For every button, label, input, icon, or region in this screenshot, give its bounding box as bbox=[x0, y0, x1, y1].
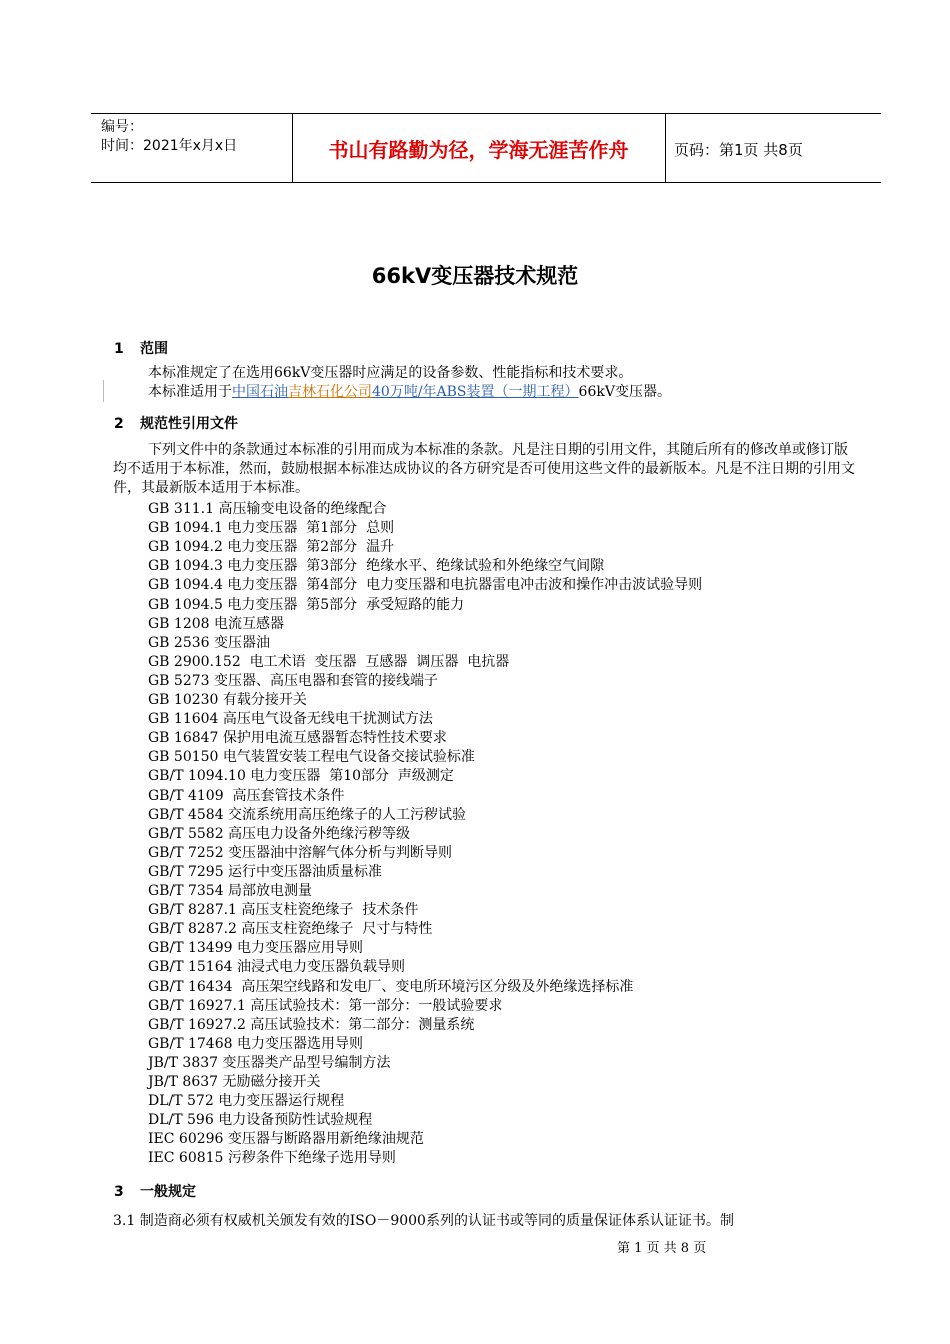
header-meta bbox=[101, 118, 237, 156]
standard-item: GB/T 16927.2 高压试验技术：第二部分：测量系统 bbox=[148, 1016, 475, 1033]
standard-item: GB/T 8287.2 高压支柱瓷绝缘子 尺寸与特性 bbox=[148, 921, 433, 938]
standard-item: GB 1094.5 电力变压器 第5部分 承受短路的能力 bbox=[148, 596, 465, 613]
standard-item: GB 1094.2 电力变压器 第2部分 温升 bbox=[148, 539, 395, 556]
section-title: 一般规定 bbox=[140, 1184, 196, 1200]
standard-item: GB 1094.3 电力变压器 第3部分 绝缘水平、绝缘试验和外绝缘空气间隙 bbox=[148, 558, 605, 575]
section-number: 2 bbox=[114, 416, 124, 432]
standard-item: GB/T 8287.1 高压支柱瓷绝缘子 技术条件 bbox=[148, 902, 419, 919]
section-number: 3 bbox=[114, 1184, 124, 1200]
section-title: 范围 bbox=[140, 341, 168, 357]
standard-item: GB/T 15164 油浸式电力变压器负载导则 bbox=[148, 959, 405, 976]
header-motto: 书山有路勤为径，学海无涯苦作舟 bbox=[328, 137, 629, 162]
standard-item: GB/T 16927.1 高压试验技术：第一部分：一般试验要求 bbox=[148, 997, 503, 1014]
page-footer: 第 1 页 共 8 页 bbox=[617, 1241, 707, 1256]
standard-item: GB/T 4584 交流系统用高压绝缘子的人工污秽试验 bbox=[148, 806, 467, 823]
doc-time-label: 时间：2021年x月x日 bbox=[101, 138, 238, 154]
standard-item: GB 2536 变压器油 bbox=[148, 634, 271, 651]
standard-item: GB/T 5582 高压电力设备外绝缘污秽等级 bbox=[148, 825, 411, 842]
standard-item: GB/T 16434 高压架空线路和发电厂、变电所环境污区分级及外绝缘选择标准 bbox=[148, 978, 634, 995]
standard-item: GB 1094.4 电力变压器 第4部分 电力变压器和电抗器雷电冲击波和操作冲击波试验导则 bbox=[148, 577, 703, 594]
document-title: 66kV变压器技术规范 bbox=[371, 264, 579, 288]
scope-suffix: 66kV变压器。 bbox=[578, 384, 671, 400]
scope-text bbox=[113, 364, 861, 402]
standard-item: GB/T 4109 高压套管技术条件 bbox=[148, 787, 345, 804]
section-heading-scope bbox=[114, 338, 168, 358]
header-table bbox=[91, 113, 881, 183]
standard-item: GB 311.1 高压输变电设备的绝缘配合 bbox=[148, 501, 387, 517]
standard-item: IEC 60296 变压器与断路器用新绝缘油规范 bbox=[148, 1131, 424, 1148]
standard-item: JB/T 3837 变压器类产品型号编制方法 bbox=[148, 1054, 391, 1071]
standard-item: GB 11604 高压电气设备无线电干扰测试方法 bbox=[148, 711, 433, 728]
standard-item: GB 5273 变压器、高压电器和套管的接线端子 bbox=[148, 672, 438, 689]
standard-item: GB 50150 电气装置安装工程电气设备交接试验标准 bbox=[148, 749, 475, 766]
standard-item: GB/T 7252 变压器油中溶解气体分析与判断导则 bbox=[148, 844, 453, 861]
section-heading-general bbox=[114, 1181, 196, 1201]
standard-item: DL/T 596 电力设备预防性试验规程 bbox=[148, 1112, 373, 1129]
clause-3-1: 3.1 制造商必须有权威机关颁发有效的ISO－9000系列的认证书或等同的质量保证体系认证证书。制 bbox=[113, 1213, 734, 1229]
link-jilin-petrochemical[interactable]: 吉林石化公司 bbox=[288, 384, 372, 400]
standard-item: DL/T 572 电力变压器运行规程 bbox=[148, 1093, 345, 1110]
standard-item: GB/T 17468 电力变压器选用导则 bbox=[148, 1035, 363, 1052]
standard-item: GB/T 13499 电力变压器应用导则 bbox=[148, 940, 363, 957]
section-heading-references bbox=[114, 413, 238, 433]
standard-item: GB/T 1094.10 电力变压器 第10部分 声级测定 bbox=[148, 768, 454, 785]
standard-item: GB 1208 电流互感器 bbox=[148, 615, 285, 632]
standard-item: GB 10230 有载分接开关 bbox=[148, 692, 307, 708]
section-number: 1 bbox=[114, 341, 124, 357]
link-petrochina[interactable]: 中国石油 bbox=[232, 384, 288, 400]
standard-item: IEC 60815 污秽条件下绝缘子选用导则 bbox=[148, 1150, 396, 1167]
standard-item: GB/T 7354 局部放电测量 bbox=[148, 883, 313, 899]
scope-line-1: 本标准规定了在选用66kV变压器时应满足的设备参数、性能指标和技术要求。 bbox=[148, 365, 633, 381]
header-page-info: 页码：第1页 共8页 bbox=[674, 141, 803, 159]
scope-prefix: 本标准适用于 bbox=[148, 384, 232, 400]
doc-number-label: 编号： bbox=[101, 119, 143, 135]
link-abs-project[interactable]: 40万吨/年ABS装置（一期工程） bbox=[372, 384, 579, 400]
standard-item: GB 16847 保护用电流互感器暂态特性技术要求 bbox=[148, 730, 447, 747]
section-title: 规范性引用文件 bbox=[140, 416, 238, 432]
standard-item: GB 2900.152 电工术语 变压器 互感器 调压器 电抗器 bbox=[148, 653, 510, 670]
scope-line-2 bbox=[113, 383, 861, 402]
standard-item: JB/T 8637 无励磁分接开关 bbox=[148, 1074, 321, 1090]
standard-item: GB 1094.1 电力变压器 第1部分 总则 bbox=[148, 520, 395, 537]
standard-item: GB/T 7295 运行中变压器油质量标准 bbox=[148, 863, 383, 880]
header-divider bbox=[665, 114, 666, 182]
references-intro: 下列文件中的条款通过本标准的引用而成为本标准的条款。凡是注日期的引用文件，其随后所有的修改单或修订版均不适用于本标准，然而，鼓励根据本标准达成协议的各方研究是否可使用这些文件的最新版本。凡是不注日期的引用文件，其最新版本适用于本标准。 bbox=[113, 442, 855, 496]
revision-marker bbox=[103, 380, 104, 402]
